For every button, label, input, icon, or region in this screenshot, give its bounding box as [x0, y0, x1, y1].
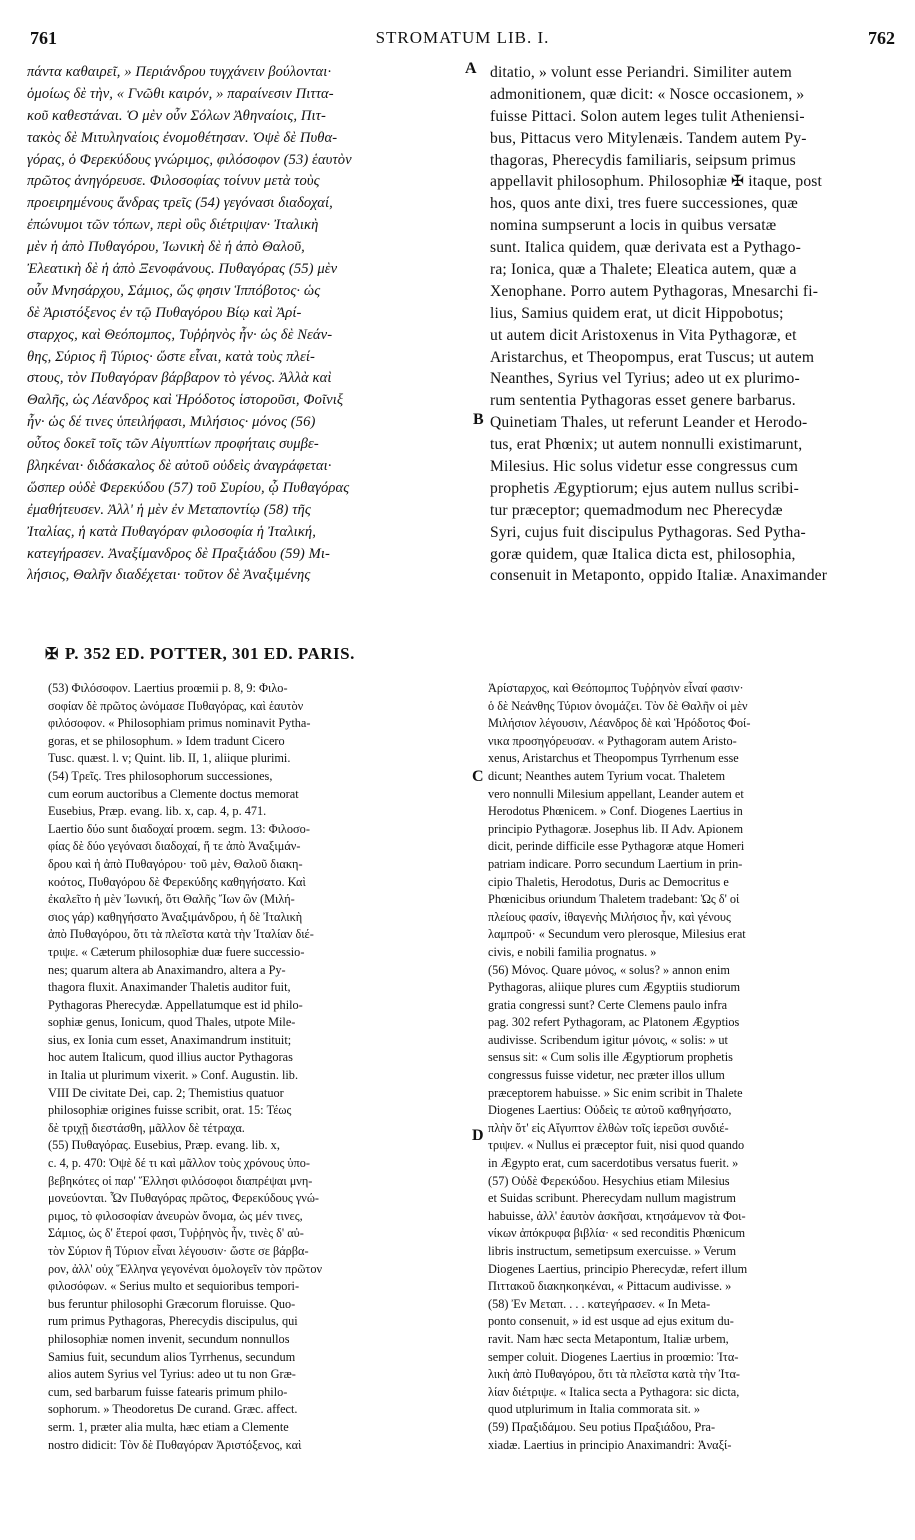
note-line: Tusc. quæst. l. v; Quint. lib. II, 1, aliique plurimi. — [48, 751, 291, 766]
latin-text-line: tus, erat Phœnix; ut autem nonnulli existimarunt, — [490, 436, 803, 454]
note-line: (59) Πραξιδάμου. Seu potius Πραξιάδου, Pra- — [488, 1419, 716, 1434]
running-title: STROMATUM LIB. I. — [375, 28, 550, 47]
note-line: φιλόσοφον. « Philosophiam primus nominavit Pytha- — [48, 716, 311, 731]
note-line: Phœnicibus oriundum Thaletem tradebant: Ὡς δ' οἱ — [488, 892, 740, 907]
note-line: philosophiæ origines fuisse scribit, orat. 15: Τέως — [48, 1103, 292, 1118]
latin-text-line: Syri, cujus fuit discipulus Pythagoras. Sed Pytha- — [490, 523, 806, 541]
note-line: xenus, Aristarchus et Theopompus Tyrrhenum esse — [488, 751, 739, 766]
greek-text-line: πάντα καθαιρεῖ, » Περιάνδρου τυγχάνειν βούλονται· — [27, 64, 332, 80]
note-line: VIII De civitate Dei, cap. 2; Themistius quatuor — [48, 1085, 284, 1100]
page-number-right: 762 — [868, 28, 895, 48]
note-line: sophorum. » Theodoretus De curand. Græc. affect. — [48, 1402, 298, 1417]
latin-text-line: sunt. Italica quidem, quæ derivata est a Pythago- — [490, 239, 801, 257]
note-line: μονεύονται. Ὧν Πυθαγόρας πρῶτος, Φερεκύδους γνώ- — [48, 1191, 320, 1206]
note-line: βεβηκότες οἱ παρ' Ἕλλησι φιλόσοφοι διαπρέψαι μνη- — [48, 1173, 313, 1188]
latin-text-line: ditatio, » volunt esse Periandri. Similiter autem — [490, 64, 792, 81]
greek-text-line: ἦν· ὡς δέ τινες ὑπειλήφασι, Μιλήσιος· μόνος (56) — [27, 414, 316, 431]
latin-text-line: ut autem dicit Aristoxenus in Vita Pythagoræ, et — [490, 326, 797, 344]
note-line: vero nonnulli Milesium appellant, Leander autem et — [488, 786, 744, 801]
greek-text-column — [27, 62, 463, 587]
greek-text-line: πρῶτος ἀνηγόρευσε. Φιλοσοφίας τοίνυν μετὰ τοὺς — [27, 173, 320, 190]
note-line: ριμος, τὸ φιλοσοφίαν ἀνευρὼν ὄνομα, ὡς μέν τινες, — [48, 1208, 303, 1223]
note-line: congressus fuisse videtur, nec præter illos ullum — [488, 1068, 725, 1083]
latin-text-line: appellavit philosophum. Philosophiæ ✠ itaque, post — [490, 173, 822, 191]
note-line: τριψεν. « Nullus ei præceptor fuit, nisi quod quando — [488, 1138, 745, 1153]
note-line: δὲ τριχῇ διεστάσθη, μᾶλλον δὲ τέτραχα. — [48, 1120, 245, 1135]
greek-text-line: δὲ Ἀριστόξενος ἐν τῷ Πυθαγόρου Βίῳ καὶ Ἀρί- — [27, 304, 302, 321]
note-line: pag. 302 refert Pythagoram, ac Platonem Ægyptios — [488, 1015, 740, 1030]
note-line: λικὴ ἀπὸ Πυθαγόρου, ὅτι τὰ πλεῖστα κατὰ τὴν Ἰτα- — [488, 1367, 741, 1382]
note-line: in Ægypto erat, cum sacerdotibus versatus fuerit. » — [488, 1156, 739, 1171]
note-line: cum eorum auctoribus a Clemente doctus memorat — [48, 786, 299, 801]
notes-right-column — [488, 680, 888, 1454]
note-line: Pythagoras Pherecydæ. Appellatumque est id philo- — [48, 997, 303, 1012]
note-line: ponto consenuit, » id est usque ad ejus exitum du- — [488, 1314, 734, 1329]
note-line: habuisse, ἀλλ' ἑαυτὸν ἀσκῆσαι, κτησάμενον τὰ Φοι- — [488, 1208, 746, 1223]
latin-text-line: ra; Ionica, quæ a Thalete; Eleatica autem, quæ a — [490, 261, 797, 279]
note-line: civis, e nobili familia prognatus. » — [488, 944, 657, 959]
edition-reference — [45, 644, 355, 664]
greek-text-line: σταρχος, καὶ Θεόπομπος, Τυῤῥηνὸς ἦν· ὡς δὲ Νεάν- — [27, 326, 333, 343]
note-line: dicit, perinde difficile esse Pythagoræ atque Homeri — [488, 839, 745, 854]
note-line: τριψε. « Cæterum philosophiæ duæ fuere successio- — [48, 944, 305, 959]
greek-text-line: γόρας, ὁ Φερεκύδους γνώριμος, φιλόσοφον (53) ἑαυτὸν — [27, 151, 352, 168]
note-line: semper coluit. Diogenes Laertius in proœmio: Ἰτα- — [488, 1349, 739, 1364]
note-line: ρον, ἀλλ' οὐχ Ἕλληνα γεγονέναι ὁμολογεῖν τὸν πρῶτον — [48, 1261, 323, 1276]
note-line: (54) Τρεῖς. Tres philosophorum successiones, — [48, 768, 273, 783]
note-line: Herodotus Phœnicem. » Conf. Diogenes Laertius in — [488, 804, 743, 819]
note-line: quod utplurimum in Italia commorata sit. » — [488, 1402, 701, 1417]
note-line: sensus sit: « Cum solis ille Ægyptiorum prophetis — [488, 1050, 733, 1065]
greek-text-line: κοῦ καθεστάναι. Ὁ μὲν οὖν Σόλων Ἀθηναίοις, Πιτ- — [27, 107, 326, 124]
greek-text-line: ὥσπερ οὐδὲ Φερεκύδου (57) τοῦ Συρίου, ᾧ Πυθαγόρας — [27, 479, 350, 496]
note-line: serm. 1, præter alia multa, hæc etiam a Clemente — [48, 1419, 289, 1434]
note-line: Πιττακοῦ διακηκοηκέναι, « Pittacum audivisse. » — [488, 1279, 732, 1294]
greek-text-line: προειρημένους ἄνδρας τρεῖς (54) γεγόνασι διαδοχαί, — [27, 195, 333, 212]
note-line: ravit. Nam hæc secta Metapontum, Italiæ urbem, — [488, 1331, 729, 1346]
greek-text-line: Ἐλεατικὴ δὲ ἡ ἀπὸ Ξενοφάνους. Πυθαγόρας (55) μὲν — [27, 261, 338, 278]
note-line: λαμπροῦ· « Secundum vero plerosque, Milesius erat — [488, 927, 746, 942]
note-line: libris instructum, semetipsum exercuisse. » Verum — [488, 1244, 737, 1258]
note-line: ἀπὸ Πυθαγόρου, ὅτι τὰ πλεῖστα κατὰ τὴν Ἰταλίαν διέ- — [48, 927, 314, 942]
note-line: (55) Πυθαγόρας. Eusebius, Præp. evang. lib. x, — [48, 1138, 280, 1153]
greek-text-line: κατεγήρασεν. Ἀναξίμανδρος δὲ Πραξιάδου (59) Μι- — [27, 545, 331, 562]
margin-letter-a: A — [465, 60, 477, 77]
latin-text-line: admonitionem, quæ dicit: « Nosce occasionem, » — [490, 85, 805, 103]
note-line: δρου καὶ ἡ ἀπὸ Πυθαγόρου· τοῦ μὲν, Θαλοῦ διακη- — [48, 856, 303, 871]
note-line: nes; quarum altera ab Anaximandro, altera a Py- — [48, 962, 286, 977]
note-line: xiadæ. Laertius in principio Anaximandri: Ἀναξί- — [488, 1437, 732, 1452]
note-line: cipio Thaletis, Herodotus, Duris ac Democritus e — [488, 874, 729, 889]
greek-text-line: θης, Σύριος ἢ Τύριος· ὥστε εἶναι, κατὰ τοὺς πλεί- — [27, 348, 315, 365]
note-line: cum, sed barbarum fuisse fatearis primum philo- — [48, 1384, 288, 1399]
note-line: (53) Φιλόσοφον. Laertius proœmii p. 8, 9: Φιλο- — [48, 681, 288, 695]
note-line: c. 4, p. 470: Ὀψὲ δέ τι καὶ μᾶλλον τοὺς χρόνους ὑπο- — [48, 1156, 310, 1171]
note-line: Diogenes Laertius: Οὐδεὶς τε αὐτοῦ καθηγήσατο, — [488, 1103, 732, 1118]
greek-text-line: τακὸς δὲ Μιτυληναίοις ἐνομοθέτησαν. Ὀψὲ δὲ Πυθα- — [27, 129, 338, 146]
note-line: τὸν Σύριον ἢ Τύριον εἶναι λέγουσιν· ὥστε σε βάρβα- — [48, 1244, 309, 1258]
note-line: (57) Οὐδὲ Φερεκύδου. Hesychius etiam Milesius — [488, 1173, 730, 1188]
note-line: φιλοσόφων. « Serius multo et sequioribus tempori- — [48, 1279, 300, 1294]
note-line: et Suidas scribunt. Pherecydam nullum magistrum — [488, 1191, 736, 1206]
notes-left-column — [48, 680, 453, 1454]
note-line: πλὴν ὅτ' εἰς Αἴγυπτον ἐλθὼν τοῖς ἱερεῦσι συνδιέ- — [488, 1120, 729, 1135]
note-line: (58) Ἐν Μεταπ. . . . κατεγήρασεν. « In Meta- — [488, 1296, 711, 1311]
note-line: sius, ex Ionia cum esset, Anaximandrum instituit; — [48, 1032, 292, 1047]
greek-text-line: λήσιος, Θαλῆν διαδέχεται· τοῦτον δὲ Ἀναξιμένης — [27, 567, 311, 584]
note-line: gratia congressi sunt? Certe Clemens paulo infra — [488, 997, 728, 1012]
latin-text-column — [490, 62, 890, 587]
latin-text-line: Quinetiam Thales, ut referunt Leander et Herodo- — [490, 414, 808, 432]
note-line: rum primus Pythagoras, Pherecydis discipulus, qui — [48, 1314, 298, 1329]
note-line: audivisse. Scribendum igitur μόνοις, « solis: » ut — [488, 1032, 728, 1047]
latin-text-line: bus, Pittacus vero Mitylenæis. Tandem autem Py- — [490, 129, 807, 147]
note-line: φίας δὲ δύο γεγόνασι διαδοχαί, ἥ τε ἀπὸ Ἀναξιμάν- — [48, 839, 301, 854]
note-line: πλείους φασίν, ἰθαγενὴς Μιλήσιος ἦν, καὶ γένους — [488, 909, 731, 924]
latin-text-line: goræ quidem, quæ Italica dicta est, philosophia, — [490, 545, 796, 563]
margin-letter-c: C — [472, 768, 484, 785]
latin-text-line: Neanthes, Syrius vel Tyrius; adeo ut ex plurimo- — [490, 370, 800, 388]
note-line: nostro didicit: Τὸν δὲ Πυθαγόραν Ἀριστόξενος, καὶ — [48, 1437, 302, 1452]
note-line: Ἀρίσταρχος, καὶ Θεόπομπος Τυῤῥηνὸν εἶναί φασιν· — [488, 681, 744, 695]
note-line: κοότος, Πυθαγόρου δὲ Φερεκύδης καθηγήσατο. Καὶ — [48, 874, 306, 889]
note-line: Μιλήσιον λέγουσιν, Λέανδρος δὲ καὶ Ἡρόδοτος Φοί- — [488, 716, 751, 731]
greek-text-line: ἐμαθήτευσεν. Ἀλλ' ἡ μὲν ἐν Μεταποντίῳ (58) τῆς — [27, 501, 311, 518]
note-line: Samius fuit, secundum alios Tyrrhenus, secundum — [48, 1349, 296, 1364]
note-line: ὁ δὲ Νεάνθης Τύριον ὀνομάζει. Τὸν δὲ Θαλῆν οἱ μὲν — [488, 698, 748, 713]
note-line: λίαν διέτριψε. « Italica secta a Pythagora: sic dicta, — [488, 1384, 740, 1399]
note-line: goras, et se philosophum. » Idem tradunt Cicero — [48, 733, 285, 748]
note-line: Pythagoras, aliique plures cum Ægyptiis studiorum — [488, 980, 741, 995]
latin-text-line: tur præceptor; quemadmodum nec Pherecydæ — [490, 501, 783, 519]
latin-text-line: nomina sumpserunt a locis in quibus versatæ — [490, 217, 777, 235]
latin-text-line: consenuit in Metaponto, oppido Italiæ. Anaximander — [490, 567, 828, 585]
latin-text-line: fuisse Pittaci. Solon autem leges tulit Atheniensi- — [490, 107, 805, 125]
greek-text-line: ἐπώνυμοι τῶν τόπων, περὶ οὓς διέτριψαν· Ἰταλικὴ — [27, 217, 319, 234]
note-line: in Italia ut plurimum vixerit. » Conf. Augustin. lib. — [48, 1068, 299, 1083]
note-line: præceptorem habuisse. » Sic enim scribit in Thalete — [488, 1085, 743, 1100]
greek-text-line: στους, τὸν Πυθαγόραν βάρβαρον τὸ γένος. Ἀλλὰ καὶ — [27, 370, 332, 387]
greek-text-line: οὗτος δοκεῖ τοῖς τῶν Αἰγυπτίων προφήταις συμβε- — [27, 436, 319, 453]
latin-text-line: hos, quos ante dixi, tres fuere successiones, quæ — [490, 195, 798, 213]
note-line: νίκων ἀπόκρυφα βιβλία· « sed reconditis Phœnicum — [488, 1226, 746, 1241]
note-line: Diogenes Laertius, principio Pherecydæ, refert illum — [488, 1261, 748, 1276]
latin-text-line: prophetis Ægyptiorum; ejus autem nullus scribi- — [490, 479, 799, 497]
page-number-left: 761 — [30, 28, 57, 48]
running-head — [30, 28, 895, 52]
note-line: thagora fluxit. Anaximander Thaletis auditor fuit, — [48, 980, 291, 995]
note-line: dicunt; Neanthes autem Tyrium vocat. Thaletem — [488, 768, 726, 783]
margin-letter-d: D — [472, 1127, 484, 1144]
note-line: principio Pythagoræ. Josephus lib. II Adv. Apionem — [488, 821, 744, 836]
note-line: bus feruntur philosophi Græcorum floruisse. Quo- — [48, 1296, 296, 1311]
latin-text-line: lius, Samius quidem erat, ut dicit Hippobotus; — [490, 304, 784, 322]
note-line: sophiæ genus, Ionicum, quod Thales, utpote Mile- — [48, 1015, 296, 1030]
note-line: Laertio δύο sunt διαδοχαί proœm. segm. 13: Φιλοσο- — [48, 821, 310, 836]
latin-text-line: rum sententia Pythagoras esset genere barbarus. — [490, 392, 796, 410]
latin-text-line: Xenophane. Porro autem Pythagoras, Mnesarchi fi- — [490, 282, 819, 300]
margin-letter-b: B — [473, 411, 484, 428]
note-line: σοφίαν δὲ πρῶτος ὠνόμασε Πυθαγόρας, καὶ ἑαυτὸν — [48, 698, 304, 713]
latin-text-line: Milesius. Hic solus videtur esse congressus cum — [490, 458, 799, 476]
note-line: Eusebius, Præp. evang. lib. x, cap. 4, p. 471. — [48, 804, 267, 819]
greek-text-line: ὁμοίως δὲ τὴν, « Γνῶθι καιρόν, » παραίνεσιν Πιττα- — [27, 85, 334, 102]
latin-text-line: Aristarchus, et Theopompus, erat Tuscus; ut autem — [490, 348, 815, 366]
note-line: σιος γάρ) καθηγήσατο Ἀναξιμάνδρου, ἡ δὲ Ἰταλικὴ — [48, 909, 303, 924]
cross-mark-icon: ✠ — [45, 646, 59, 663]
note-line: νικα προσηγόρευσαν. « Pythagoram autem Aristo- — [488, 733, 737, 748]
note-line: Σάμιος, ὡς δ' ἕτεροί φασι, Τυῤῥηνὸς ἦν, τινὲς δ' αὐ- — [48, 1226, 304, 1241]
note-line: philosophiæ nomen invenit, secundum nonnullos — [48, 1331, 290, 1346]
note-line: patriam indicare. Porro secundum Laertium in prin- — [488, 856, 743, 871]
latin-text-line: thagoras, Pherecydis familiaris, seipsum primus — [490, 151, 796, 169]
note-line: (56) Μόνος. Quare μόνος, « solus? » annon enim — [488, 962, 730, 977]
greek-text-line: μὲν ἡ ἀπὸ Πυθαγόρου, Ἰωνικὴ δὲ ἡ ἀπὸ Θαλοῦ, — [27, 239, 305, 256]
greek-text-line: οὖν Μνησάρχου, Σάμιος, ὥς φησιν Ἱππόβοτος· ὡς — [27, 282, 321, 299]
greek-text-line: Θαλῆς, ὡς Λέανδρος καὶ Ἡρόδοτος ἱστοροῦσι, Φοῖνιξ — [27, 392, 344, 409]
note-line: alios autem Syrius vel Tyrius: adeo ut tu non Græ- — [48, 1367, 296, 1382]
greek-text-line: Ἰταλίας, ἡ κατὰ Πυθαγόραν φιλοσοφία ἡ Ἰταλική, — [27, 523, 317, 540]
note-line: ἐκαλεῖτο ἡ μὲν Ἰωνική, ὅτι Θαλῆς Ἴων ὢν (Μιλή- — [48, 892, 295, 907]
edition-reference-text: P. 352 ED. POTTER, 301 ED. PARIS. — [64, 644, 355, 663]
note-line: hoc autem Italicum, quod illius auctor Pythagoras — [48, 1050, 293, 1065]
greek-text-line: βληκέναι· διδάσκαλος δὲ αὐτοῦ οὐδεὶς ἀναγράφεται· — [27, 458, 332, 475]
